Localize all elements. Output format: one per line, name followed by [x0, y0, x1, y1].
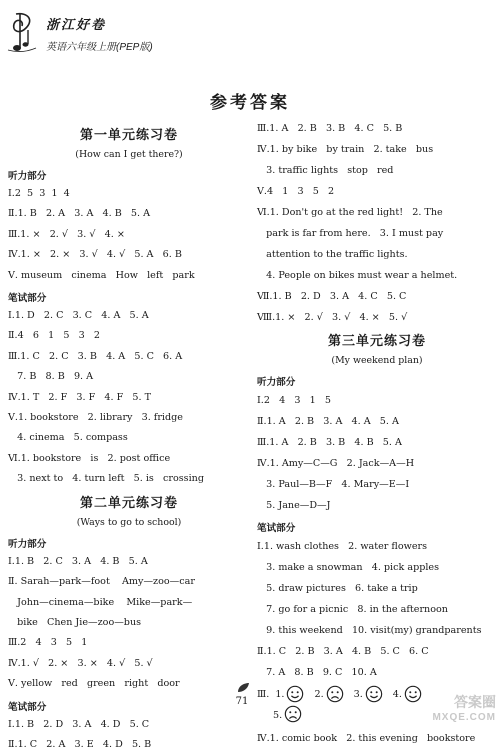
answer-line: Ⅱ. Sarah—park—foot Amy—zoo—car	[8, 576, 195, 588]
left-column	[8, 118, 250, 755]
brand-subtitle: 英语六年级上册(PEP版)	[46, 42, 153, 53]
answer-line: 5. draw pictures 6. take a trip	[257, 583, 418, 594]
answer-line: 3. make a snowman 4. pick apples	[257, 562, 440, 573]
page-title: 参考答案	[210, 93, 290, 112]
answer-line: Ⅳ.1. comic book 2. this evening bookstore	[257, 733, 476, 744]
answer-line: Ⅲ.1. × 2. √ 3. √ 4. ×	[8, 228, 125, 240]
answer-line: bike Chen Jie—zoo—bus	[8, 616, 142, 628]
answer-line: Ⅳ.1. √ 2. × 3. × 4. √ 5. √	[8, 657, 153, 669]
answer-line: Ⅲ.1. A 2. B 3. B 4. B 5. A	[257, 437, 402, 448]
answer-line: Ⅳ.1. T 2. F 3. F 4. F 5. T	[8, 391, 152, 403]
unit-subtitle: (How can I get there?)	[75, 149, 183, 160]
answer-line: Ⅱ.1. A 2. B 3. A 4. A 5. A	[257, 416, 399, 427]
answer-line: Ⅰ.1. D 2. C 3. C 4. A 5. A	[8, 310, 149, 322]
section-label: 笔试部分	[257, 523, 296, 534]
unit-subtitle: (My weekend plan)	[331, 355, 423, 366]
sad-face-icon	[284, 705, 302, 723]
watermark-text: 答案圈	[454, 694, 496, 710]
music-note-logo-icon	[6, 10, 40, 54]
answer-line: Ⅳ.1. by bike by train 2. take bus	[257, 144, 434, 155]
answer-line: 3. next to 4. turn left 5. is crossing	[8, 473, 204, 485]
unit-title: 第一单元练习卷	[79, 127, 178, 142]
answer-line: Ⅵ.1. bookstore is 2. post office	[8, 452, 171, 464]
section-label: 听力部分	[8, 538, 47, 550]
faces-label: Ⅲ.	[257, 688, 270, 700]
face-number: 5.	[273, 710, 283, 721]
answer-line: John—cinema—bike Mike—park—	[8, 596, 193, 608]
section-label: 笔试部分	[8, 701, 47, 713]
face-number: 4.	[392, 688, 402, 700]
answer-line: Ⅲ.2 4 3 5 1	[8, 637, 88, 649]
answer-list	[257, 390, 497, 516]
answer-line: Ⅰ.1. wash clothes 2. water flowers	[257, 541, 428, 552]
unit-title: 第二单元练习卷	[79, 494, 178, 510]
answer-line: attention to the traffic lights.	[257, 249, 408, 260]
answer-line: Ⅰ.2 5 3 1 4	[8, 188, 70, 199]
leaf-icon	[236, 682, 250, 694]
section-label: 听力部分	[8, 171, 47, 182]
answer-line: 4. cinema 5. compass	[8, 432, 128, 444]
smiley-face-icon	[286, 685, 304, 703]
section-label: 笔试部分	[8, 293, 47, 305]
unit-title: 第三单元练习卷	[327, 333, 426, 348]
face-answer	[314, 685, 343, 703]
answer-line: 7. B 8. B 9. A	[8, 371, 94, 383]
answer-line: 3. traffic lights stop red	[257, 165, 394, 176]
answer-line: Ⅳ.1. Amy—C—G 2. Jack—A—H	[257, 458, 415, 469]
answer-line: Ⅷ.1. × 2. √ 3. √ 4. × 5. √	[257, 312, 408, 323]
unit-subtitle: (Ways to go to school)	[76, 516, 182, 528]
answer-list	[8, 552, 250, 695]
answer-line: 9. this weekend 10. visit(my) grandparents	[257, 625, 482, 636]
answer-line: Ⅰ.1. B 2. D 3. A 4. D 5. C	[8, 718, 150, 730]
answer-line: Ⅱ.1. C 2. B 3. A 4. B 5. C 6. C	[257, 646, 429, 657]
answer-list	[257, 536, 497, 683]
answer-line: 3. Paul—B—F 4. Mary—E—I	[257, 479, 410, 490]
answer-line: 5. Jane—D—J	[257, 500, 331, 511]
answer-list	[257, 118, 497, 328]
answer-line: Ⅳ.1. × 2. × 3. √ 4. √ 5. A 6. B	[8, 249, 182, 261]
answer-line: Ⅱ.4 6 1 5 3 2	[8, 330, 100, 342]
answer-line: park is far from here. 3. I must pay	[257, 228, 444, 239]
smiley-face-icon	[365, 685, 383, 703]
answer-line: Ⅴ.4 1 3 5 2	[257, 186, 335, 197]
answer-line: Ⅶ.1. B 2. D 3. A 4. C 5. C	[257, 291, 407, 302]
answer-list	[8, 715, 250, 755]
answer-line: Ⅴ. yellow red green right door	[8, 678, 180, 690]
answer-line: 7. A 8. B 9. C 10. A	[257, 667, 377, 678]
answer-line: Ⅰ.1. B 2. C 3. A 4. B 5. A	[8, 555, 148, 567]
sad-face-icon	[326, 685, 344, 703]
answer-line: Ⅲ.1. A 2. B 3. B 4. C 5. B	[257, 123, 403, 134]
answer-line: Ⅵ.1. Don't go at the red light! 2. The	[257, 207, 443, 218]
answer-line: 7. go for a picnic 8. in the afternoon	[257, 604, 448, 615]
answer-line: Ⅰ.2 4 3 1 5	[257, 395, 331, 406]
answer-list	[8, 306, 250, 490]
page-number: 71	[235, 696, 249, 707]
answer-list	[8, 184, 250, 286]
brand-name: 浙江好卷	[46, 17, 107, 32]
right-column	[257, 118, 497, 749]
face-number: 2.	[314, 688, 324, 700]
watermark-url: MXQE.COM	[432, 712, 496, 723]
answer-line: Ⅱ.1. B 2. A 3. A 4. B 5. A	[8, 208, 151, 220]
brand-header	[6, 10, 206, 60]
answer-line: 4. People on bikes must wear a helmet.	[257, 270, 458, 281]
face-answer	[273, 705, 302, 726]
answer-line: Ⅴ.1. bookstore 2. library 3. fridge	[8, 412, 183, 424]
face-number: 3.	[353, 688, 363, 700]
answer-line: Ⅱ.1. C 2. A 3. E 4. D 5. B	[8, 738, 152, 750]
section-label: 听力部分	[257, 377, 296, 388]
watermark	[400, 695, 496, 729]
answer-line: Ⅲ.1. C 2. C 3. B 4. A 5. C 6. A	[8, 350, 183, 362]
answer-line: Ⅴ. museum cinema How left park	[8, 269, 195, 281]
face-answer	[354, 685, 383, 703]
face-answer	[275, 685, 304, 703]
face-number: 1.	[275, 688, 285, 700]
